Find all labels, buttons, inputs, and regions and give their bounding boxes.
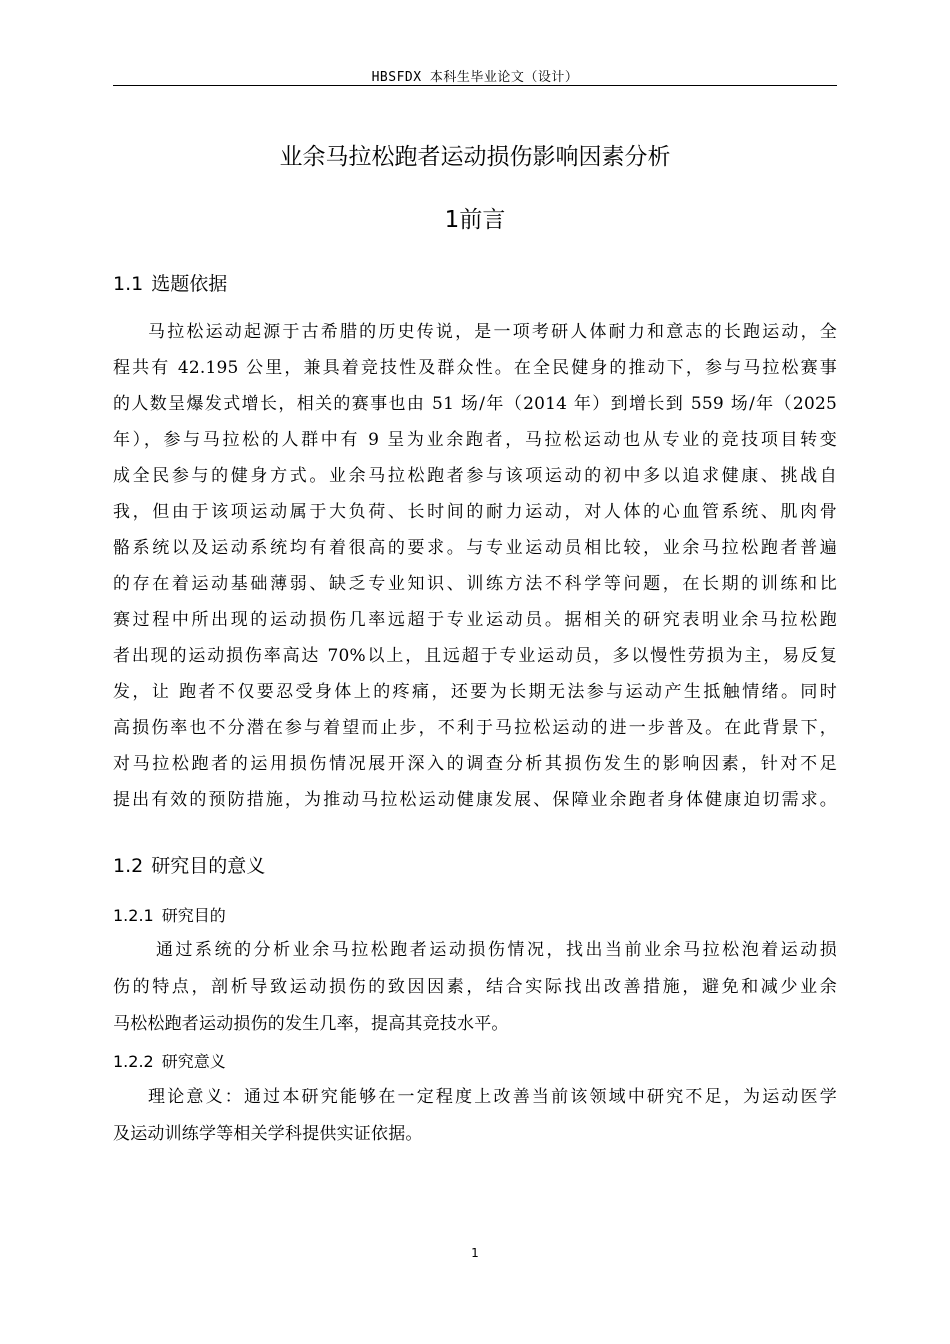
subsection-heading-1-2-2	[113, 1050, 226, 1074]
section-number: 1.1	[113, 273, 144, 295]
header-rule	[113, 85, 837, 86]
chapter-title: 前言	[459, 207, 506, 233]
section-number: 1.2	[113, 855, 144, 877]
paragraph-line: 赛过程中所出现的运动损伤几率远超于专业运动员。据相关的研究表明业余马拉松跑	[113, 610, 837, 630]
paragraph-line: 我，但由于该项运动属于大负荷、长时间的耐力运动，对人体的心血管系统、肌肉骨	[113, 502, 837, 522]
paragraph-line: 的人数呈爆发式增长，相关的赛事也由 51 场/年（2014 年）到增长到 559 场/年（2025	[113, 394, 837, 414]
section-heading-1-2	[113, 852, 265, 880]
subsection-title: 研究目的	[161, 906, 226, 925]
paragraph-line: 马拉松运动起源于古希腊的历史传说，是一项考研人体耐力和意志的长跑运动，全	[148, 322, 837, 342]
paragraph-line: 提出有效的预防措施，为推动马拉松运动健康发展、保障业余跑者身体健康迫切需求。	[113, 790, 837, 810]
running-header: HBSFDX 本科生毕业论文（设计）	[371, 70, 579, 85]
paragraph-line: 伤的特点，剖析导致运动损伤的致因因素，结合实际找出改善措施，避免和减少业余	[113, 977, 837, 997]
section-title: 研究目的意义	[151, 855, 266, 877]
paragraph-line: 发，让 跑者不仅要忍受身体上的疼痛，还要为长期无法参与运动产生抵触情绪。同时	[113, 682, 837, 702]
paragraph-line: 者出现的运动损伤率高达 70%以上，且远超于专业运动员，多以慢性劳损为主，易反复	[113, 646, 837, 666]
document-title: 业余马拉松跑者运动损伤影响因素分析	[279, 144, 671, 170]
paragraph-line: 理论意义：通过本研究能够在一定程度上改善当前该领域中研究不足，为运动医学	[148, 1087, 837, 1107]
paragraph-line: 的存在着运动基础薄弱、缺乏专业知识、训练方法不科学等问题，在长期的训练和比	[113, 574, 837, 594]
paragraph-line: 成全民参与的健身方式。业余马拉松跑者参与该项运动的初中多以追求健康、挑战自	[113, 466, 837, 486]
chapter-heading	[113, 204, 837, 236]
paragraph-line: 对马拉松跑者的运用损伤情况展开深入的调查分析其损伤发生的影响因素，针对不足	[113, 754, 837, 774]
subsection-heading-1-2-1	[113, 904, 226, 928]
subsection-title: 研究意义	[161, 1052, 226, 1071]
paragraph-line: 年），参与马拉松的人群中有 9 呈为业余跑者，马拉松运动也从专业的竞技项目转变	[113, 430, 837, 450]
paragraph-line: 及运动训练学等相关学科提供实证依据。	[113, 1124, 423, 1144]
paragraph-line: 高损伤率也不分潜在参与着望而止步，不利于马拉松运动的进一步普及。在此背景下，	[113, 718, 837, 738]
section-heading-1-1	[113, 270, 227, 298]
paragraph-line: 马松松跑者运动损伤的发生几率，提高其竞技水平。	[113, 1014, 509, 1034]
paragraph-line: 程共有 42.195 公里，兼具着竞技性及群众性。在全民健身的推动下，参与马拉松赛事	[113, 358, 837, 378]
paragraph-line: 通过系统的分析业余马拉松跑者运动损伤情况，找出当前业余马拉松泡着运动损	[156, 940, 837, 960]
paragraph-line: 骼系统以及运动系统均有着很高的要求。与专业运动员相比较，业余马拉松跑者普遍	[113, 538, 837, 558]
page-number: 1	[471, 1246, 479, 1260]
subsection-number: 1.2.2	[113, 1052, 154, 1071]
chapter-number: 1	[444, 207, 460, 233]
section-title: 选题依据	[151, 273, 228, 295]
subsection-number: 1.2.1	[113, 906, 154, 925]
